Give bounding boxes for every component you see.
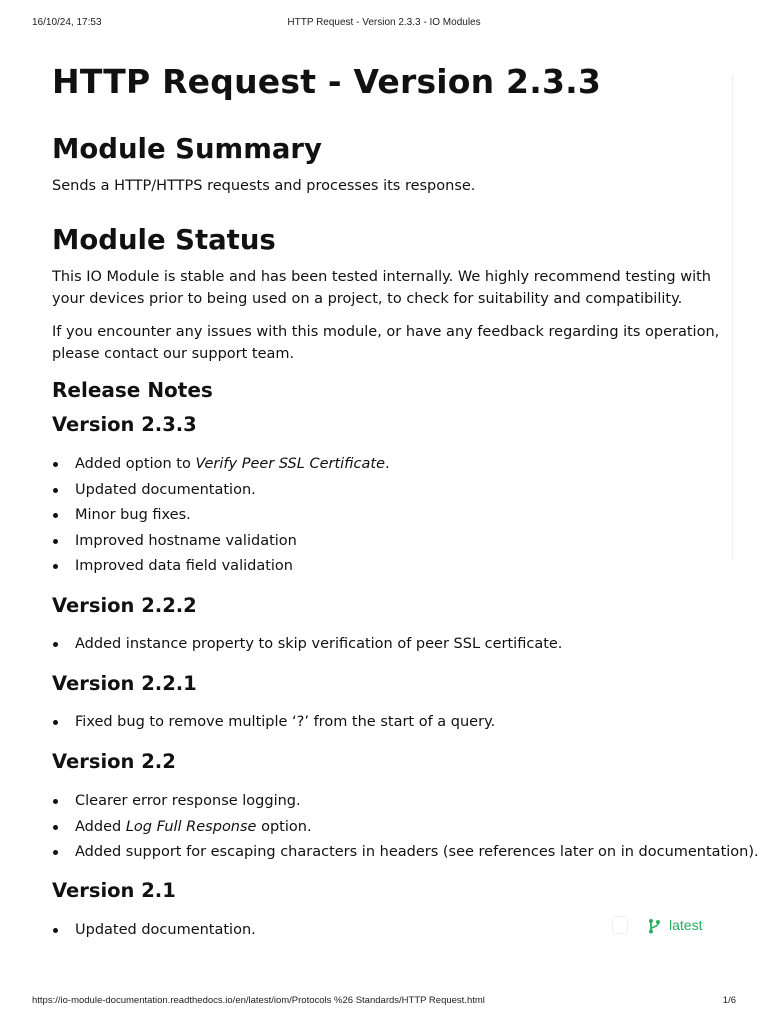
list-item: Updated documentation.	[52, 479, 390, 505]
release-notes-heading: Release Notes	[52, 378, 213, 402]
version-heading: Version 2.2.1	[52, 672, 197, 695]
version-notes-list	[52, 453, 390, 581]
print-page-title: HTTP Request - Version 2.3.3 - IO Modules	[287, 17, 481, 28]
book-icon	[612, 916, 628, 934]
list-item: Updated documentation.	[52, 919, 256, 945]
print-header	[0, 17, 768, 31]
list-item: Clearer error response logging.	[52, 790, 759, 816]
page-number: 1/6	[722, 995, 736, 1006]
list-item: Improved data field validation	[52, 555, 390, 581]
list-item: Minor bug fixes.	[52, 504, 390, 530]
module-status-paragraph-1: This IO Module is stable and has been tested internally. We highly recommend testing with your devices prior to being used on a project, to check for suitability and compatibility.	[52, 269, 711, 307]
option-name: Verify Peer SSL Certificate	[195, 456, 385, 472]
version-heading: Version 2.3.3	[52, 413, 197, 436]
version-heading: Version 2.1	[52, 879, 176, 902]
version-notes-list	[52, 790, 759, 867]
version-notes-list	[52, 711, 495, 737]
module-status-paragraph-2: If you encounter any issues with this module, or have any feedback regarding its operation, please contact our support team.	[52, 324, 720, 362]
list-item: Added option to Verify Peer SSL Certificate.	[52, 453, 390, 479]
git-branch-icon	[647, 918, 661, 934]
version-heading: Version 2.2.2	[52, 594, 197, 617]
list-item: Improved hostname validation	[52, 530, 390, 556]
list-item: Added instance property to skip verification of peer SSL certificate.	[52, 633, 562, 659]
page-title: HTTP Request - Version 2.3.3	[52, 62, 602, 101]
option-name: Log Full Response	[125, 818, 257, 835]
list-item: Fixed bug to remove multiple ‘?’ from the start of a query.	[52, 711, 495, 737]
version-notes-list	[52, 919, 256, 945]
version-label: latest	[669, 917, 703, 933]
version-heading: Version 2.2	[52, 750, 176, 773]
print-datetime: 16/10/24, 17:53	[32, 17, 102, 28]
list-item: Added Log Full Response option.	[52, 816, 759, 842]
module-summary-text: Sends a HTTP/HTTPS requests and processes its response.	[52, 178, 476, 194]
module-summary-heading: Module Summary	[52, 133, 322, 165]
content-edge-rule	[732, 75, 733, 560]
module-status-heading: Module Status	[52, 224, 276, 256]
print-footer	[0, 995, 768, 1009]
version-notes-list	[52, 633, 562, 659]
version-selector[interactable]	[610, 913, 710, 937]
print-url: https://io-module-documentation.readthedocs.io/en/latest/iom/Protocols %26 Standards/HTTP Request.html	[32, 995, 485, 1006]
list-item: Added support for escaping characters in headers (see references later on in documentation).	[52, 841, 759, 867]
